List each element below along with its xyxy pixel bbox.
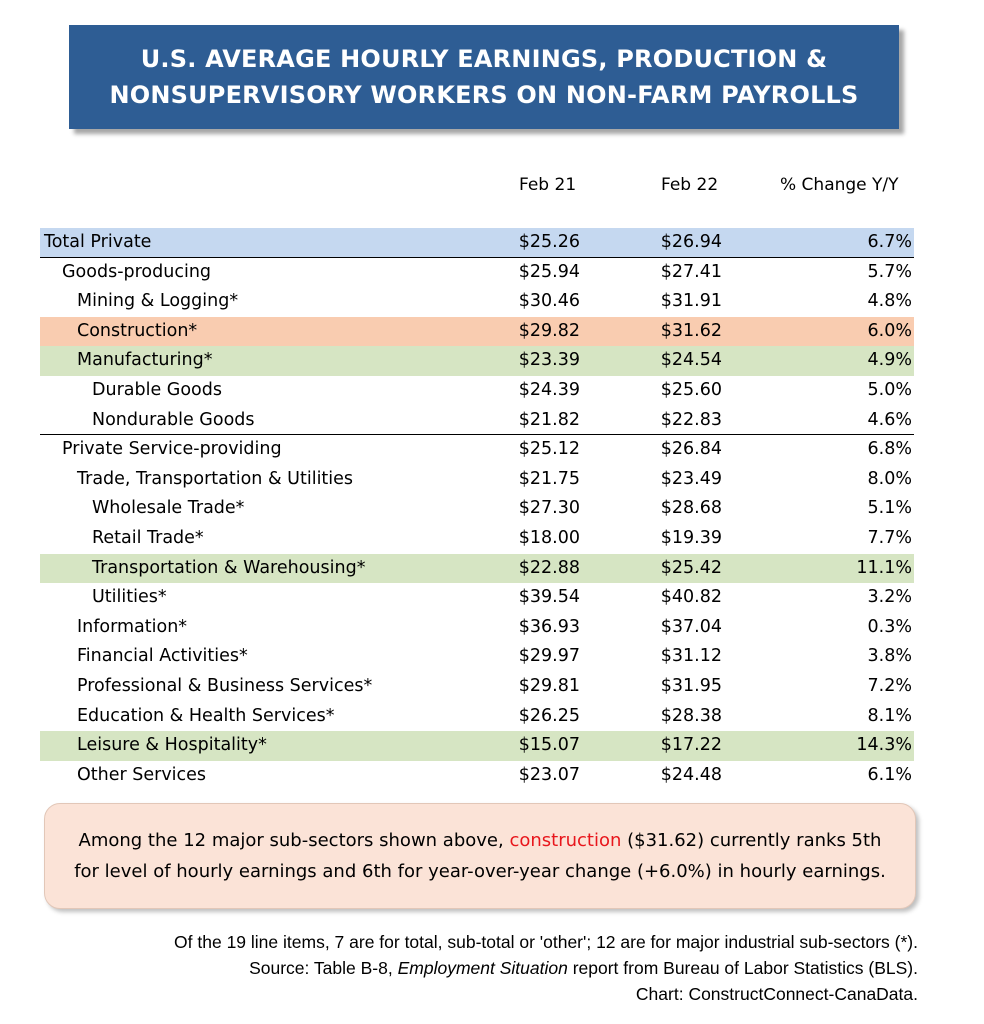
footer-line-2: [249, 955, 918, 981]
row-label: Wholesale Trade*: [92, 498, 245, 519]
row-label: Manufacturing*: [77, 350, 213, 371]
table-row: [40, 554, 914, 584]
row-label: Mining & Logging*: [77, 291, 239, 312]
row-label: Other Services: [77, 764, 207, 785]
value-feb22: $28.68: [660, 498, 722, 519]
table-row: [40, 731, 914, 761]
title-banner: [69, 25, 899, 129]
value-change: 8.0%: [867, 468, 912, 489]
table-row: [40, 583, 914, 613]
value-change: 14.3%: [856, 735, 912, 756]
value-feb22: $25.60: [660, 379, 722, 400]
table-row: [40, 465, 914, 495]
row-label: Utilities*: [92, 587, 167, 608]
value-change: 6.0%: [867, 320, 912, 341]
value-change: 0.3%: [867, 616, 912, 637]
table-row: [40, 287, 914, 317]
value-feb22: $31.12: [660, 646, 722, 667]
value-feb21: $25.26: [518, 232, 580, 252]
row-label: Education & Health Services*: [77, 705, 335, 726]
table-row: [40, 376, 914, 406]
value-change: 8.1%: [867, 705, 912, 726]
table-row: [40, 346, 914, 376]
row-label: Professional & Business Services*: [77, 675, 373, 696]
table-row: [40, 258, 914, 288]
value-feb21: $39.54: [518, 587, 580, 608]
value-feb22: $40.82: [660, 587, 722, 608]
table-row: [40, 613, 914, 643]
row-label: Information*: [77, 616, 188, 637]
table-row: [40, 524, 914, 554]
value-feb22: $31.62: [660, 320, 722, 341]
value-feb22: $24.48: [660, 764, 722, 785]
value-feb21: $36.93: [518, 616, 580, 637]
value-feb21: $22.88: [518, 557, 580, 578]
value-feb21: $23.39: [518, 350, 580, 371]
value-feb21: $18.00: [518, 527, 580, 548]
value-feb21: $30.46: [518, 291, 580, 312]
row-label: Nondurable Goods: [92, 409, 255, 430]
note-line-1-post: ($31.62) currently ranks 5th: [627, 830, 882, 851]
value-change: 7.2%: [867, 675, 912, 696]
title-line-1: U.S. AVERAGE HOURLY EARNINGS, PRODUCTION &: [140, 45, 828, 73]
value-feb22: $19.39: [660, 527, 722, 548]
value-change: 7.7%: [867, 527, 912, 548]
row-label: Transportation & Warehousing*: [92, 557, 366, 578]
row-label: Goods-producing: [62, 261, 212, 282]
title-line-2: NONSUPERVISORY WORKERS ON NON-FARM PAYROLLS: [109, 81, 859, 109]
table-row: [40, 435, 914, 465]
table-row: [40, 406, 914, 436]
value-change: 4.8%: [867, 291, 912, 312]
value-feb21: $29.97: [518, 646, 580, 667]
value-feb22: $31.91: [660, 291, 722, 312]
value-change: 5.0%: [867, 379, 912, 400]
value-change: 4.6%: [867, 409, 912, 430]
row-label: Construction*: [77, 320, 198, 341]
table-row: [40, 228, 914, 258]
value-change: 6.7%: [867, 232, 912, 252]
value-feb21: $21.75: [518, 468, 580, 489]
value-change: 4.9%: [867, 350, 912, 371]
value-change: 6.8%: [867, 439, 912, 460]
row-label: Leisure & Hospitality*: [77, 735, 267, 756]
row-label: Financial Activities*: [77, 646, 248, 667]
footer-line-1: Of the 19 line items, 7 are for total, sub-total or 'other'; 12 are for major industrial sub-sectors (*).: [174, 932, 918, 952]
value-change: 5.1%: [867, 498, 912, 519]
value-feb21: $25.12: [518, 439, 580, 460]
table-row: [40, 642, 914, 672]
value-change: 3.2%: [867, 587, 912, 608]
value-change: 11.1%: [856, 557, 912, 578]
callout-note: [44, 803, 916, 909]
value-change: 6.1%: [867, 764, 912, 785]
value-feb22: $27.41: [660, 261, 722, 282]
value-feb22: $25.42: [660, 557, 722, 578]
note-line-1: [79, 825, 882, 856]
row-label: Retail Trade*: [92, 527, 204, 548]
table-row: [40, 494, 914, 524]
value-feb21: $23.07: [518, 764, 580, 785]
value-feb21: $25.94: [518, 261, 580, 282]
table-row: [40, 317, 914, 347]
value-change: 3.8%: [867, 646, 912, 667]
column-header-feb21: Feb 21: [519, 175, 577, 195]
value-feb22: $31.95: [660, 675, 722, 696]
footer-source-post: report from Bureau of Labor Statistics (BLS).: [572, 958, 918, 978]
value-feb22: $23.49: [660, 468, 722, 489]
value-feb22: $22.83: [660, 409, 722, 430]
row-label: Trade, Transportation & Utilities: [77, 468, 354, 489]
value-change: 5.7%: [867, 261, 912, 282]
column-header-change: % Change Y/Y: [780, 175, 899, 195]
footer-source-title: Employment Situation: [397, 958, 568, 978]
row-label: Total Private: [44, 232, 152, 252]
value-feb22: $24.54: [660, 350, 722, 371]
footer-line-3: Chart: ConstructConnect-CanaData.: [635, 984, 918, 1004]
footer-source-pre: Source: Table B-8,: [249, 958, 393, 978]
table-row: [40, 761, 914, 791]
value-feb21: $15.07: [518, 735, 580, 756]
earnings-table: [40, 228, 914, 790]
value-feb21: $24.39: [518, 379, 580, 400]
value-feb21: $21.82: [518, 409, 580, 430]
row-label: Durable Goods: [92, 379, 222, 400]
column-header-feb22: Feb 22: [661, 175, 719, 195]
note-line-1-pre: Among the 12 major sub-sectors shown above,: [78, 830, 504, 851]
note-construction-highlight: construction: [509, 830, 622, 851]
value-feb21: $29.82: [518, 320, 580, 341]
table-row: [40, 672, 914, 702]
value-feb21: $29.81: [518, 675, 580, 696]
value-feb22: $28.38: [660, 705, 722, 726]
value-feb22: $37.04: [660, 616, 722, 637]
value-feb22: $26.84: [660, 439, 722, 460]
note-line-2: for level of hourly earnings and 6th for year-over-year change (+6.0%) in hourly earnings.: [74, 861, 886, 882]
value-feb21: $27.30: [518, 498, 580, 519]
value-feb22: $26.94: [660, 232, 722, 252]
value-feb21: $26.25: [518, 705, 580, 726]
value-feb22: $17.22: [660, 735, 722, 756]
table-row: [40, 702, 914, 732]
row-label: Private Service-providing: [62, 439, 282, 460]
